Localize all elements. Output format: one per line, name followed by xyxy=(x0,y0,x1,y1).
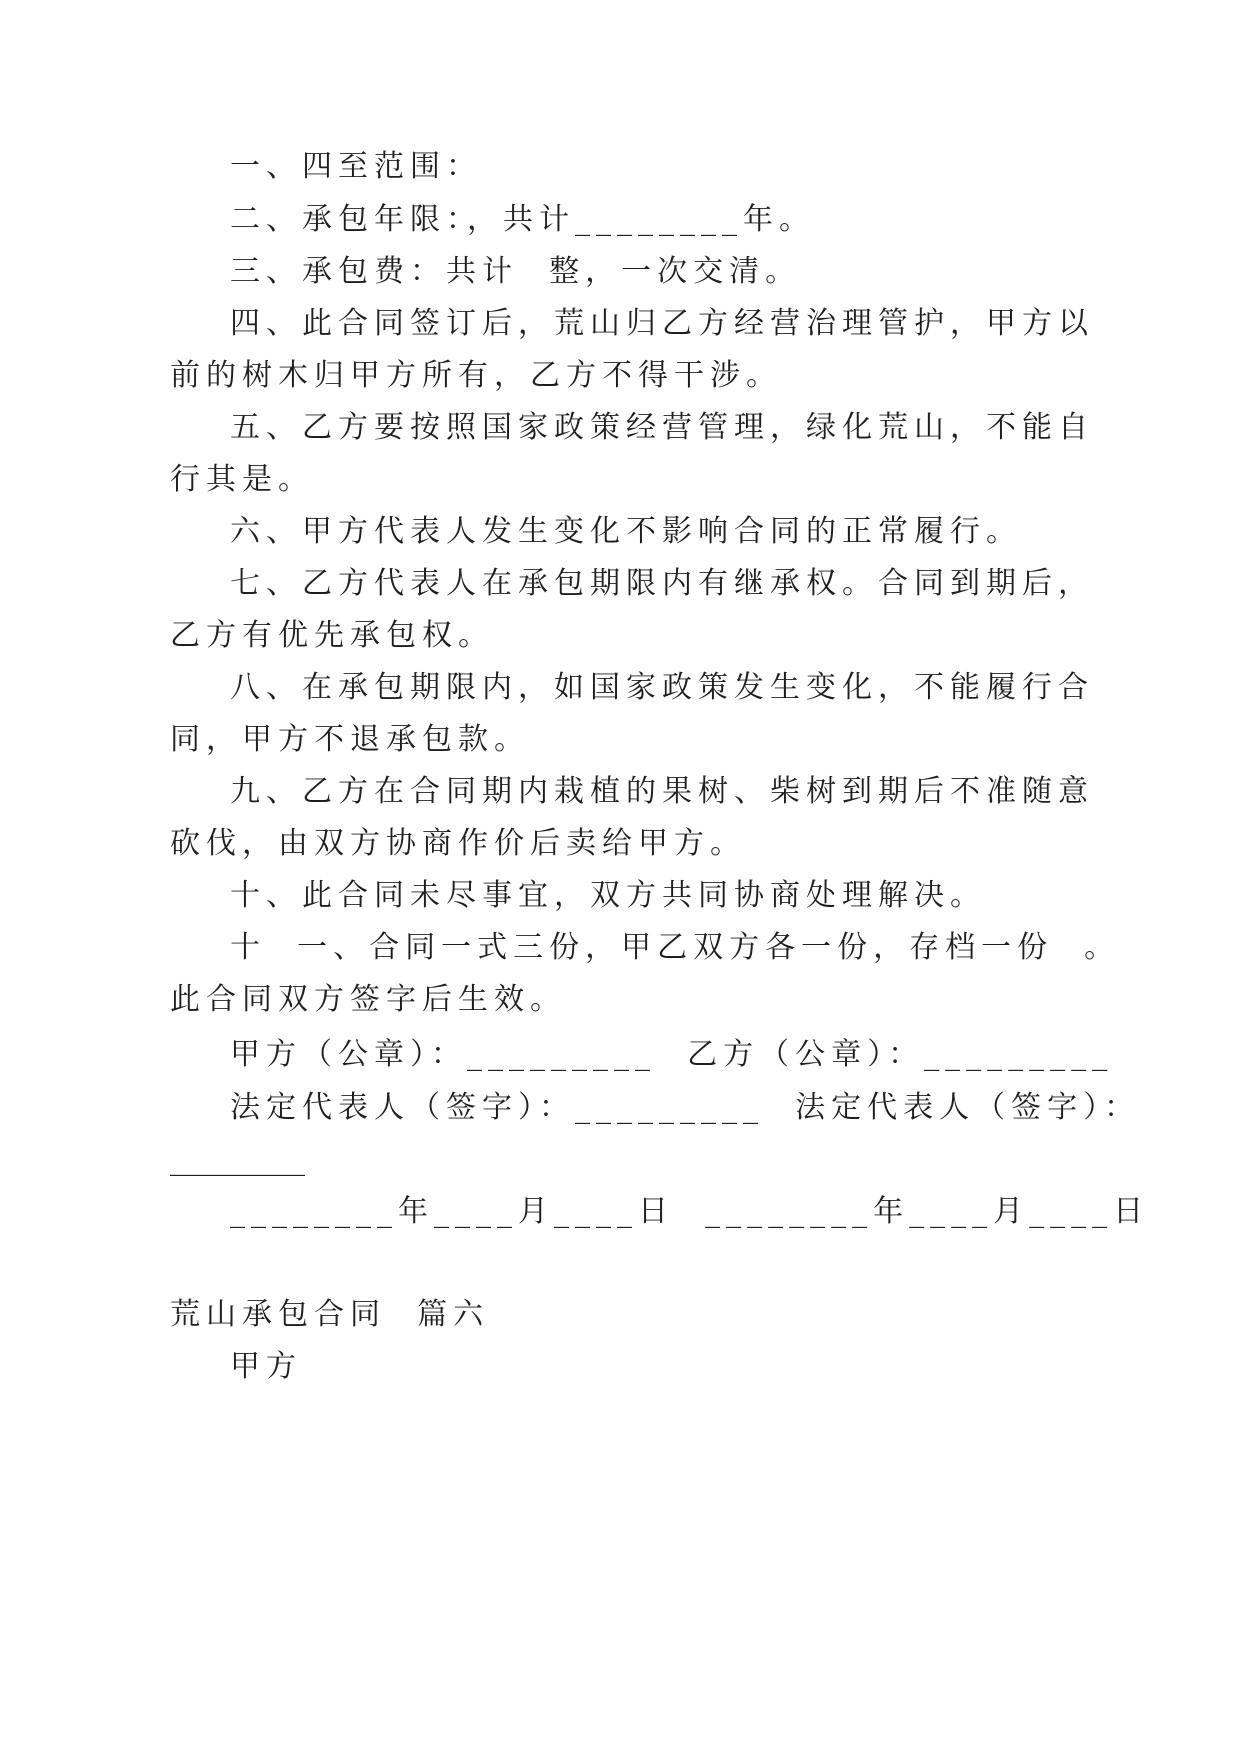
clause-1: 一、四至范围： xyxy=(230,149,482,184)
clause-5-line-1: 五、乙方要按照国家政策经营管理，绿化荒山，不能自 xyxy=(230,410,1094,445)
clause-8-line-2: 同，甲方不退承包款。 xyxy=(170,722,530,757)
clause-4-line-2: 前的树木归甲方所有，乙方不得干涉。 xyxy=(170,358,782,393)
clause-5-line-2: 行其是。 xyxy=(170,462,314,497)
clause-11-line-2: 此合同双方签字后生效。 xyxy=(170,982,566,1017)
legal-rep-line: 法定代表人（签字）：_________ 法定代表人（签字）： xyxy=(230,1090,1141,1125)
clause-4-line-1: 四、此合同签订后，荒山归乙方经营治理管护，甲方以 xyxy=(230,306,1094,341)
clause-8-line-1: 八、在承包期限内，如国家政策发生变化，不能履行合 xyxy=(230,670,1094,705)
clause-11-line-1: 十 一、合同一式三份，甲乙双方各一份，存档一份 。 xyxy=(230,930,1121,965)
clause-7-line-1: 七、乙方代表人在承包期限内有继承权。合同到期后， xyxy=(230,566,1094,601)
clause-9-line-1: 九、乙方在合同期内栽植的果树、柴树到期后不准随意 xyxy=(230,774,1094,809)
legal-rep-blank: _________ xyxy=(170,1142,305,1177)
date-line: ________年____月____日 ________年____月____日 xyxy=(230,1194,1150,1229)
clause-6: 六、甲方代表人发生变化不影响合同的正常履行。 xyxy=(230,514,1022,549)
section-title: 荒山承包合同 篇六 xyxy=(170,1297,490,1332)
clause-3: 三、承包费：共计 整，一次交清。 xyxy=(230,254,802,289)
party-seal-line: 甲方（公章）：_________ 乙方（公章）：_________ xyxy=(230,1037,1114,1072)
party-a-label: 甲方 xyxy=(230,1349,302,1384)
clause-9-line-2: 砍伐，由双方协商作价后卖给甲方。 xyxy=(170,826,746,861)
clause-10: 十、此合同未尽事宜，双方共同协商处理解决。 xyxy=(230,878,986,913)
clause-7-line-2: 乙方有优先承包权。 xyxy=(170,618,494,653)
clause-2: 二、承包年限：，共计________年。 xyxy=(230,202,815,237)
